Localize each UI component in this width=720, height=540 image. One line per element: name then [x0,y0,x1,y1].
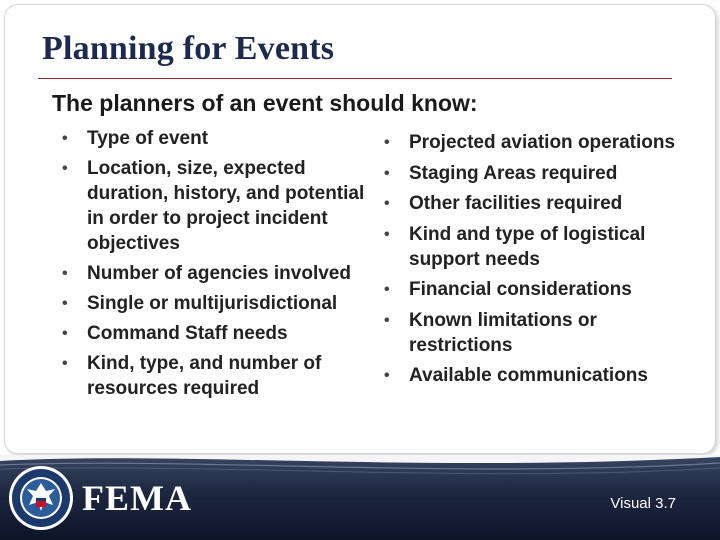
visual-number: Visual 3.7 [610,495,676,512]
list-item: • Other facilities required [378,191,688,216]
list-item: • Kind and type of logistical support needs [378,222,688,272]
list-item: • Number of agencies involved [56,261,366,286]
list-item: • Location, size, expected duration, history, and potential in order to project incident objectives [56,156,366,256]
list-item: • Projected aviation operations [378,130,688,155]
dhs-seal-icon [8,465,74,531]
list-item: • Command Staff needs [56,321,366,346]
list-item: • Kind, type, and number of resources required [56,351,366,401]
list-item: • Single or multijurisdictional [56,291,366,316]
slide-subtitle: The planners of an event should know: [52,90,478,116]
fema-logo: FEMA [82,478,192,518]
footer-banner [0,455,720,540]
title-divider [38,78,672,79]
left-bullet-list [56,126,366,406]
right-bullet-list [378,130,688,394]
list-item: • Financial considerations [378,277,688,302]
list-item: • Available communications [378,363,688,388]
list-item: • Staging Areas required [378,161,688,186]
slide-title: Planning for Events [42,30,335,67]
list-item: • Type of event [56,126,366,151]
list-item: • Known limitations or restrictions [378,308,688,358]
